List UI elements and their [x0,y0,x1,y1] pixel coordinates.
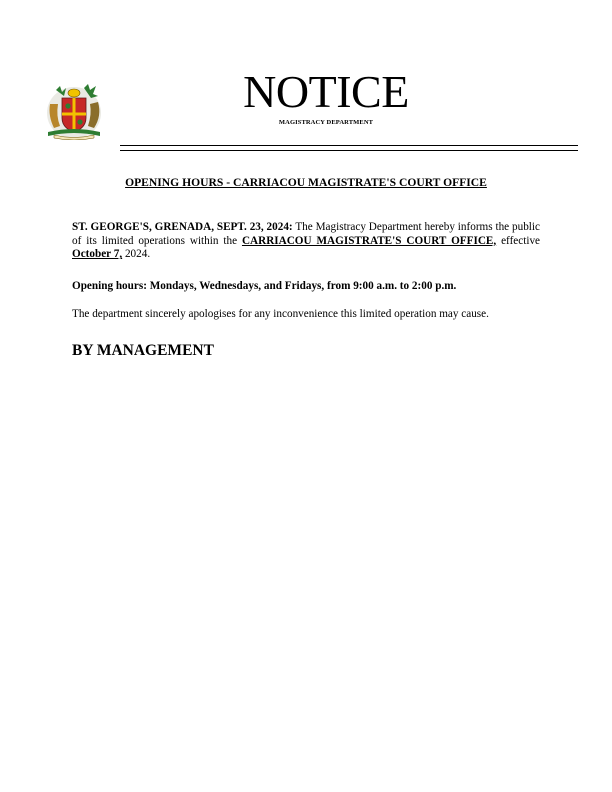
body-text: The Magistracy Department hereby informs the public of its limited operations within the [72,221,540,247]
office-name: CARRIACOU MAGISTRATE'S COURT OFFICE, [241,234,497,247]
header-divider-bottom [120,150,578,151]
notice-title: NOTICE [243,66,409,117]
effective-text: effective [496,234,541,247]
dateline: ST. GEORGE'S, GRENADA, SEPT. 23, 2024: [72,221,293,233]
effective-date: October 7, [72,248,123,261]
coat-of-arms-icon [46,82,102,140]
effective-year: 2024. [122,248,151,261]
opening-hours: Opening hours: Mondays, Wednesdays, and Fridays, from 9:00 a.m. to 2:00 p.m. [72,280,457,292]
header-divider-top [120,145,578,146]
notice-headline: OPENING HOURS - CARRIACOU MAGISTRATE'S COURT OFFICE [125,176,487,189]
signature: BY MANAGEMENT [72,342,214,359]
notice-body-paragraph [72,221,540,262]
apology-text: The department sincerely apologises for any inconvenience this limited operation may cause. [72,308,489,320]
department-name: MAGISTRACY DEPARTMENT [278,119,374,126]
